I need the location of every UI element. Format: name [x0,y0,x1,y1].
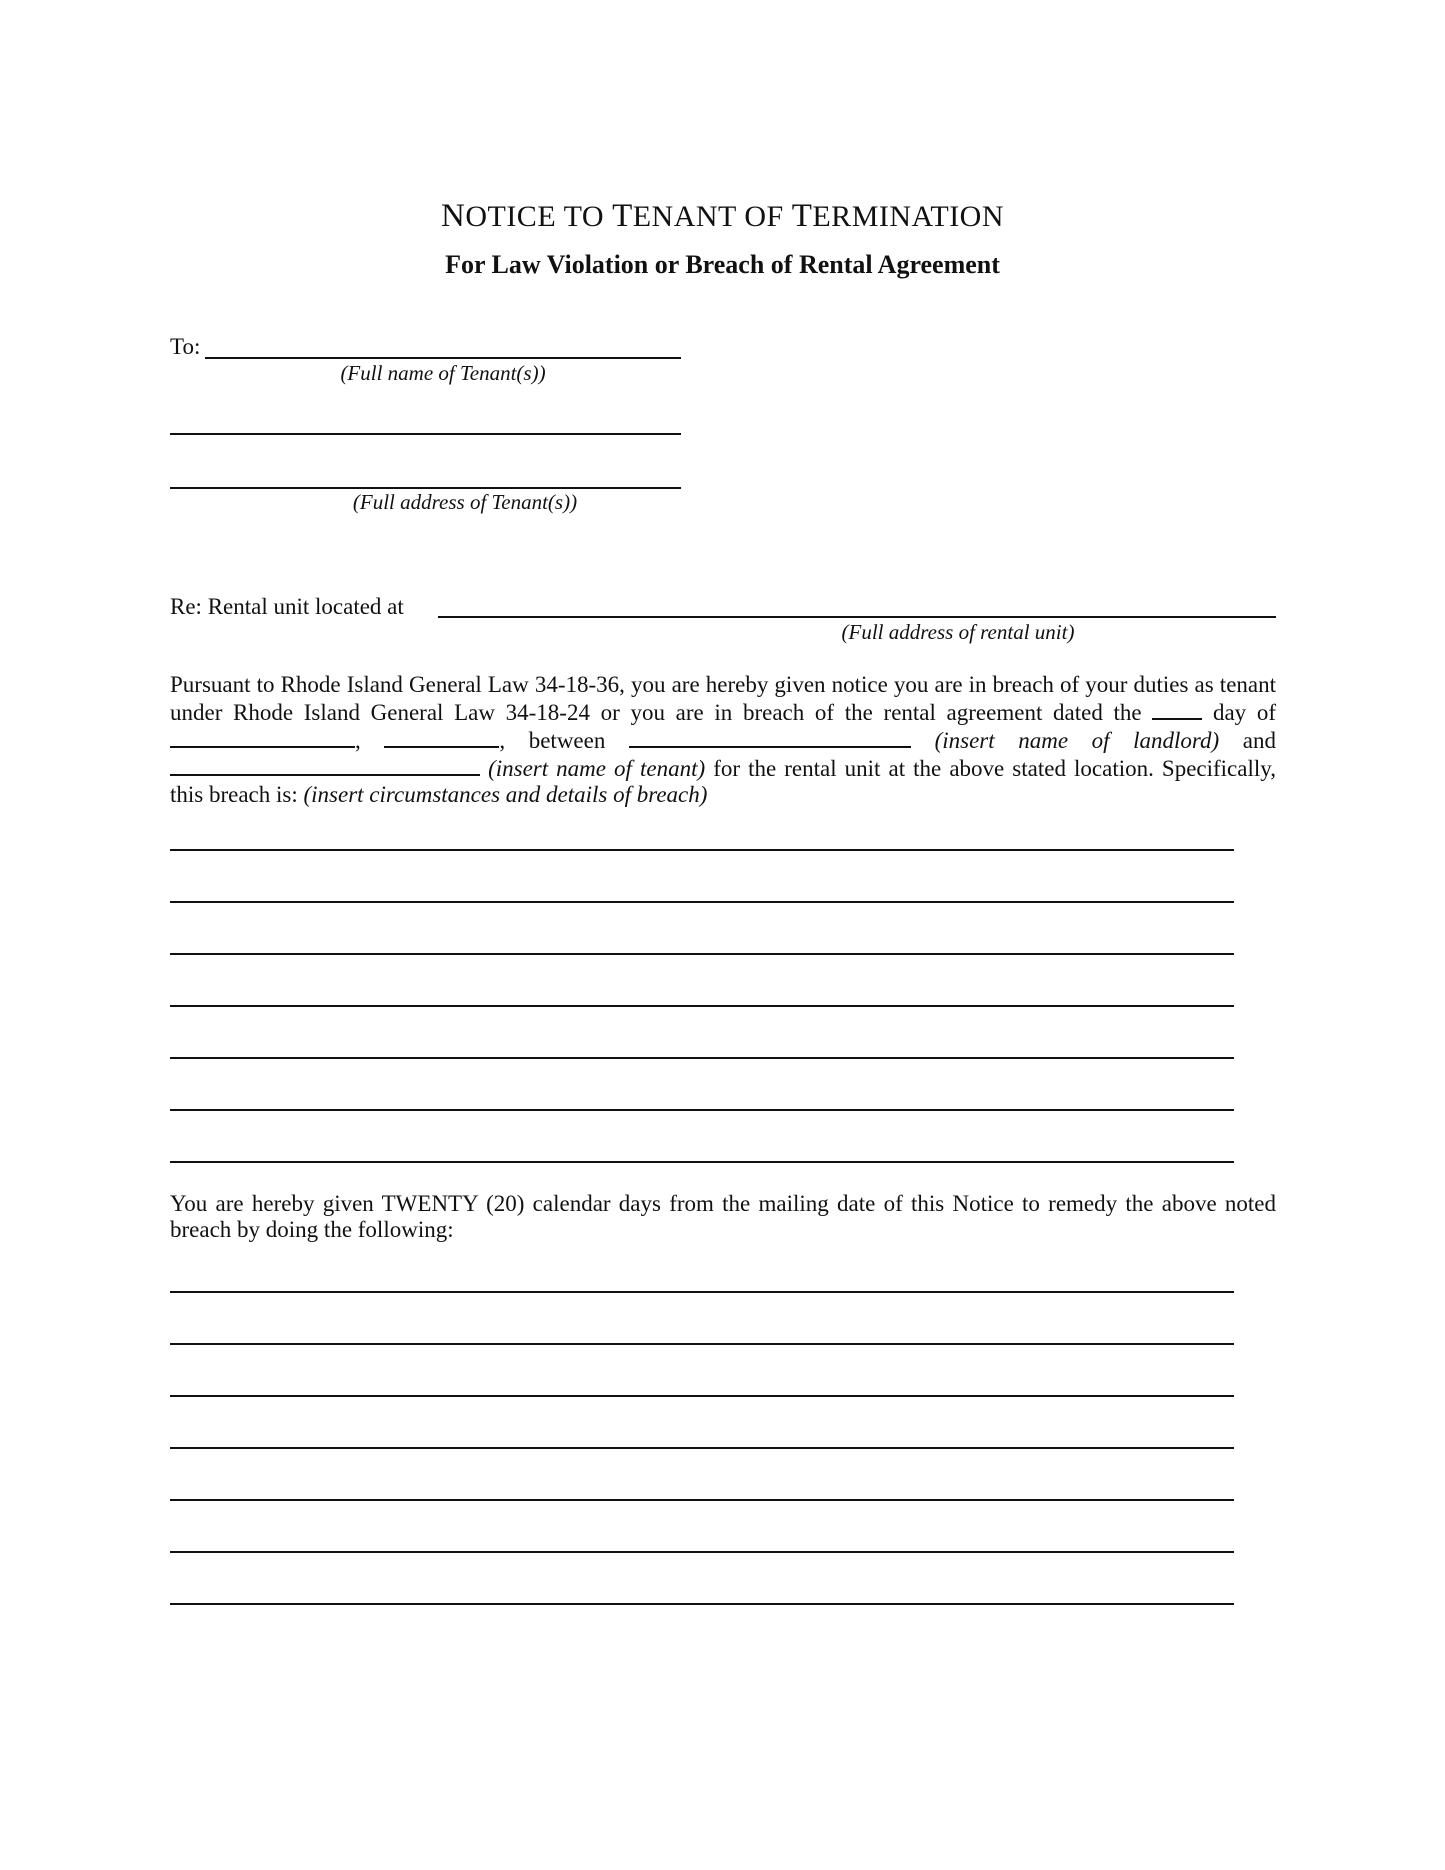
remedy-line[interactable] [170,1551,1234,1553]
to-label: To: [170,334,201,359]
remedy-paragraph: You are hereby given TWENTY (20) calendar days from the mailing date of this Notice to remedy the above noted breach by doing the following: [170,1191,1276,1242]
title-part: T [612,198,633,234]
page-subtitle: For Law Violation or Breach of Rental Agreement [445,250,1000,279]
breach-text: day of [1212,700,1277,725]
breach-details-line[interactable] [170,953,1234,955]
landlord-name-blank[interactable] [629,726,911,748]
tenant-address-field-line-2[interactable] [170,487,681,489]
tenant-name-field[interactable] [205,357,681,359]
tenant-address-caption: (Full address of Tenant(s)) [352,490,578,514]
day-blank[interactable] [1152,698,1202,720]
breach-text: , [355,728,361,753]
year-blank[interactable] [384,726,499,748]
title-part: N [440,198,466,234]
remedy-line[interactable] [170,1447,1234,1449]
month-blank[interactable] [170,726,355,748]
title-part: OTICE TO [465,200,613,233]
remedy-line[interactable] [170,1603,1234,1605]
breach-details-line[interactable] [170,1057,1234,1059]
re-label: Re: Rental unit located at [170,594,404,619]
breach-instruction: (insert circumstances and details of breach) [303,782,708,807]
breach-details-line[interactable] [170,1109,1234,1111]
breach-text: and [1242,728,1277,753]
remedy-line[interactable] [170,1291,1234,1293]
breach-text: Pursuant to Rhode Island General Law 34-18-36, you are hereby given notice you are in breach of your duties as tenant under Rhode Island General Law 34-18-24 or you are in breach of the rental agreement dated the [170,672,1276,725]
breach-details-line[interactable] [170,1161,1234,1163]
breach-details-line[interactable] [170,901,1234,903]
tenant-name-caption: (Full name of Tenant(s)) [340,361,546,385]
breach-details-line[interactable] [170,1005,1234,1007]
remedy-line[interactable] [170,1499,1234,1501]
tenant-name-blank[interactable] [170,754,480,776]
remedy-line[interactable] [170,1343,1234,1345]
rental-unit-caption: (Full address of rental unit) [841,620,1075,644]
title-part: T [791,198,813,234]
breach-paragraph [170,672,1276,808]
title-part: ENANT OF [632,200,792,233]
breach-instruction: (insert name of tenant) [488,756,706,781]
breach-details-line[interactable] [170,849,1234,851]
breach-text: , between [499,728,606,753]
tenant-address-field-line-1[interactable] [170,433,681,435]
breach-text: for the rental unit at the above stated location. Specifically, this breach is: [170,756,1277,807]
rental-unit-address-field[interactable] [438,616,1276,618]
title-part: ERMINATION [812,200,1005,233]
page-title [0,198,1445,235]
remedy-line[interactable] [170,1395,1234,1397]
breach-instruction: (insert name of landlord) [934,728,1220,753]
